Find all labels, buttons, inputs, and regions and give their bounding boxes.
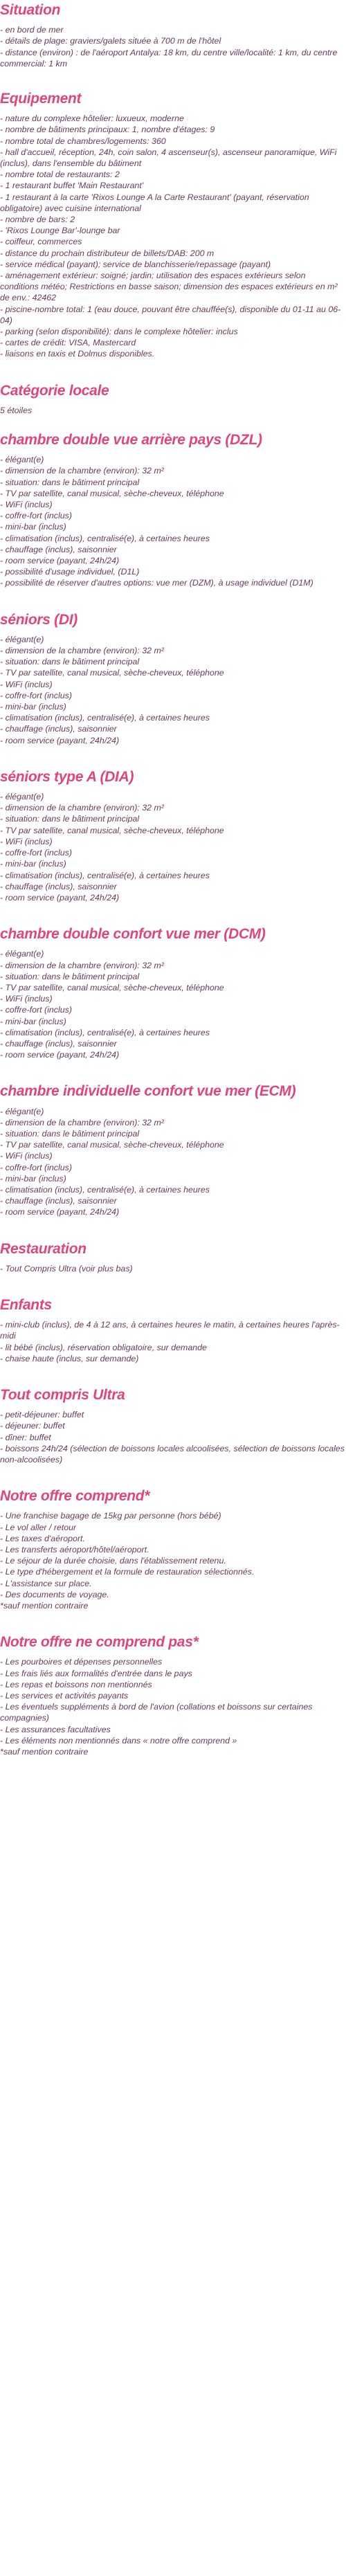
section-line: - Les taxes d'aéroport. <box>0 1533 85 1543</box>
section-line: - Le type d'hébergement et la formule de restauration sélectionnés. <box>0 1567 255 1577</box>
section-room-di <box>0 611 346 746</box>
section-line: - Les frais liés aux formalités d'entrée dans le pays <box>0 1668 192 1678</box>
section-line: *sauf mention contraire <box>0 1600 89 1611</box>
section-line: - nombre de bars: 2 <box>0 215 75 225</box>
section-situation <box>0 1 346 69</box>
section-line: - nature du complexe hôtelier: luxueux, moderne <box>0 114 184 124</box>
section-line: - nombre de bâtiments principaux: 1, nombre d'étages: 9 <box>0 125 215 135</box>
section-line: - room service (payant, 24h/24) <box>0 1050 120 1060</box>
section-line: - climatisation (inclus), centralisé(e), à certaines heures <box>0 533 210 543</box>
section-line: - aménagement extérieur: soigné; jardin; utilisation des espaces extérieurs selon conditions météo; Restrictions en basse saison; dimension des espaces extérieurs en m² de env.: 42462 <box>0 271 338 303</box>
section-line: - nombre total de restaurants: 2 <box>0 170 120 180</box>
section-line: - possibilité de réserver d'autres options: vue mer (DZM), à usage individuel (D1M) <box>0 578 313 588</box>
section-lines <box>0 791 346 903</box>
section-lines <box>0 634 346 746</box>
section-restauration <box>0 1240 346 1274</box>
section-line: - coffre-fort (inclus) <box>0 848 72 858</box>
section-line: - coffre-fort (inclus) <box>0 690 72 700</box>
section-line: - mini-bar (inclus) <box>0 702 66 712</box>
section-line: - dîner: buffet <box>0 1432 51 1442</box>
section-line: - 1 restaurant buffet 'Main Restaurant' <box>0 181 144 191</box>
section-line: - parking (selon disponibilité): dans le complexe hôtelier: inclus <box>0 327 238 337</box>
section-categorie <box>0 382 346 416</box>
section-line: - mini-bar (inclus) <box>0 1016 66 1026</box>
section-line: - chauffage (inclus), saisonnier <box>0 544 117 554</box>
section-line: - petit-déjeuner: buffet <box>0 1410 84 1420</box>
section-line: - en bord de mer <box>0 25 64 35</box>
section-line: - WiFi (inclus) <box>0 836 53 846</box>
section-line: - liaisons en taxis et Dolmus disponibles. <box>0 349 155 359</box>
section-title: Catégorie locale <box>0 382 109 399</box>
section-line: - déjeuner: buffet <box>0 1421 65 1431</box>
section-title: Enfants <box>0 1296 52 1313</box>
section-line: - coffre-fort (inclus) <box>0 511 72 521</box>
section-line: - situation: dans le bâtiment principal <box>0 657 140 667</box>
section-equipement <box>0 90 346 360</box>
section-line: - TV par satellite, canal musical, sèche-cheveux, téléphone <box>0 982 224 992</box>
section-line: - élégant(e) <box>0 455 44 465</box>
section-line: - service médical (payant); service de blanchisserie/repassage (payant) <box>0 259 271 269</box>
section-line: - TV par satellite, canal musical, sèche-cheveux, téléphone <box>0 1140 224 1150</box>
section-lines <box>0 1106 346 1218</box>
section-title: Restauration <box>0 1240 86 1257</box>
section-lines <box>0 1319 346 1364</box>
section-room-ecm <box>0 1082 346 1217</box>
section-lines <box>0 113 346 359</box>
section-line: - Les services et activités payants <box>0 1690 129 1700</box>
section-line: - dimension de la chambre (environ): 32 m² <box>0 646 164 656</box>
section-line: - TV par satellite, canal musical, sèche-cheveux, téléphone <box>0 668 224 678</box>
section-lines <box>0 948 346 1060</box>
section-line: - Le séjour de la durée choisie, dans l'établissement retenu. <box>0 1556 226 1566</box>
section-line: - cartes de crédit: VISA, Mastercard <box>0 338 136 348</box>
section-title: chambre individuelle confort vue mer (ECM) <box>0 1083 296 1100</box>
section-offre-ne-comprend-pas <box>0 1633 346 1757</box>
section-line: - L'assistance sur place. <box>0 1578 92 1588</box>
section-line: - élégant(e) <box>0 792 44 802</box>
section-room-dia <box>0 768 346 903</box>
section-line: - 'Rixos Lounge Bar'-lounge bar <box>0 226 120 236</box>
section-line: - Les transferts aéroport/hôtel/aéroport. <box>0 1544 149 1554</box>
section-line: - room service (payant, 24h/24) <box>0 556 120 566</box>
section-room-dzl <box>0 431 346 589</box>
section-line: - WiFi (inclus) <box>0 1151 53 1161</box>
section-line: - mini-bar (inclus) <box>0 1173 66 1183</box>
section-line: - situation: dans le bâtiment principal <box>0 971 140 981</box>
section-title: chambre double confort vue mer (DCM) <box>0 926 266 943</box>
section-line: - Les éventuels suppléments à bord de l'avion (collations et boissons sur certaines compagnies) <box>0 1702 313 1723</box>
section-line: - Les assurances facultatives <box>0 1724 111 1734</box>
section-line: - room service (payant, 24h/24) <box>0 892 120 902</box>
section-line: - WiFi (inclus) <box>0 679 53 689</box>
section-line: - distance du prochain distributeur de billets/DAB: 200 m <box>0 248 215 258</box>
section-line: - Les pourboires et dépenses personnelles <box>0 1657 163 1667</box>
section-line: - climatisation (inclus), centralisé(e), à certaines heures <box>0 1184 210 1195</box>
section-line: - coiffeur, commerces <box>0 237 82 247</box>
section-line: - chaise haute (inclus, sur demande) <box>0 1353 139 1363</box>
section-line: - Des documents de voyage. <box>0 1589 109 1599</box>
section-room-dcm <box>0 925 346 1060</box>
section-line: - piscine-nombre total: 1 (eau douce, pouvant être chauffée(s), disponible du 01-11 au 06-04) <box>0 304 341 325</box>
section-line: - dimension de la chambre (environ): 32 m² <box>0 1117 164 1127</box>
section-line: - dimension de la chambre (environ): 32 m² <box>0 803 164 813</box>
section-line: - chauffage (inclus), saisonnier <box>0 881 117 891</box>
section-line: - TV par satellite, canal musical, sèche-cheveux, téléphone <box>0 488 224 498</box>
section-lines <box>0 1510 346 1611</box>
section-line: - climatisation (inclus), centralisé(e), à certaines heures <box>0 713 210 723</box>
page <box>0 1 346 1785</box>
section-line: - chauffage (inclus), saisonnier <box>0 1196 117 1206</box>
section-line: - nombre total de chambres/logements: 360 <box>0 136 166 146</box>
section-line: - TV par satellite, canal musical, sèche-cheveux, téléphone <box>0 825 224 835</box>
section-line: - coffre-fort (inclus) <box>0 1005 72 1015</box>
section-line: - climatisation (inclus), centralisé(e), à certaines heures <box>0 870 210 880</box>
section-line: - chauffage (inclus), saisonnier <box>0 724 117 734</box>
section-title: Tout compris Ultra <box>0 1386 125 1403</box>
section-line: - possibilité d'usage individuel, (D1L) <box>0 567 140 577</box>
section-line: - élégant(e) <box>0 1106 44 1116</box>
section-line: - dimension de la chambre (environ): 32 m² <box>0 466 164 476</box>
section-line: - WiFi (inclus) <box>0 994 53 1004</box>
section-title: Situation <box>0 2 61 18</box>
section-line: - room service (payant, 24h/24) <box>0 735 120 745</box>
section-line: - mini-bar (inclus) <box>0 859 66 869</box>
section-line: - Les éléments non mentionnés dans « notre offre comprend » <box>0 1735 237 1745</box>
section-line: - 1 restaurant à la carte 'Rixos Lounge A la Carte Restaurant' (payant, réservation obligatoire) avec cuisine international <box>0 192 309 213</box>
section-line: - élégant(e) <box>0 949 44 959</box>
section-line: *sauf mention contraire <box>0 1746 89 1757</box>
section-lines <box>0 405 346 416</box>
section-line: - climatisation (inclus), centralisé(e), à certaines heures <box>0 1027 210 1037</box>
section-title: chambre double vue arrière pays (DZL) <box>0 432 262 448</box>
section-line: - dimension de la chambre (environ): 32 m² <box>0 960 164 970</box>
section-line: - situation: dans le bâtiment principal <box>0 477 140 487</box>
section-title: Notre offre ne comprend pas* <box>0 1634 199 1651</box>
section-line: - mini-bar (inclus) <box>0 522 66 532</box>
section-line: - coffre-fort (inclus) <box>0 1162 72 1172</box>
section-line: - boissons 24h/24 (sélection de boissons locales alcoolisées, sélection de boissons locales non-alcoolisées) <box>0 1443 345 1464</box>
section-tout-compris <box>0 1386 346 1465</box>
section-line: - Tout Compris Ultra (voir plus bas) <box>0 1263 133 1273</box>
section-line: - lit bébé (inclus), réservation obligatoire, sur demande <box>0 1342 207 1352</box>
section-title: Equipement <box>0 91 82 107</box>
section-line: - élégant(e) <box>0 634 44 644</box>
section-line: - Une franchise bagage de 15kg par personne (hors bébé) <box>0 1511 221 1521</box>
section-title: Notre offre comprend* <box>0 1488 150 1505</box>
section-title: séniors (DI) <box>0 611 78 628</box>
section-line: - situation: dans le bâtiment principal <box>0 1128 140 1139</box>
section-line: - hall d'accueil, réception, 24h, coin salon, 4 ascenseur(s), ascenseur panoramique, WiFi (inclus), dans l'ensemble du bâtiment <box>0 147 337 168</box>
section-lines <box>0 24 346 69</box>
section-offre-comprend <box>0 1487 346 1611</box>
section-line: - détails de plage: graviers/galets située à 700 m de l'hôtel <box>0 36 221 46</box>
section-line: - WiFi (inclus) <box>0 500 53 510</box>
section-lines <box>0 454 346 588</box>
section-title: séniors type A (DIA) <box>0 768 134 785</box>
section-line: - mini-club (inclus), de 4 à 12 ans, à certaines heures le matin, à certaines heures l'après-midi <box>0 1320 340 1341</box>
section-line: - situation: dans le bâtiment principal <box>0 814 140 824</box>
section-lines <box>0 1263 346 1274</box>
section-lines <box>0 1409 346 1465</box>
section-line: 5 étoiles <box>0 405 33 415</box>
section-line: - Le vol aller / retour <box>0 1522 77 1532</box>
section-enfants <box>0 1296 346 1364</box>
section-line: - distance (environ) : de l'aéroport Antalya: 18 km, du centre ville/localité: 1 km, du centre commercial: 1 km <box>0 47 338 69</box>
section-lines <box>0 1656 346 1757</box>
section-line: - room service (payant, 24h/24) <box>0 1207 120 1217</box>
section-line: - chauffage (inclus), saisonnier <box>0 1038 117 1049</box>
section-line: - Les repas et boissons non mentionnés <box>0 1679 152 1689</box>
